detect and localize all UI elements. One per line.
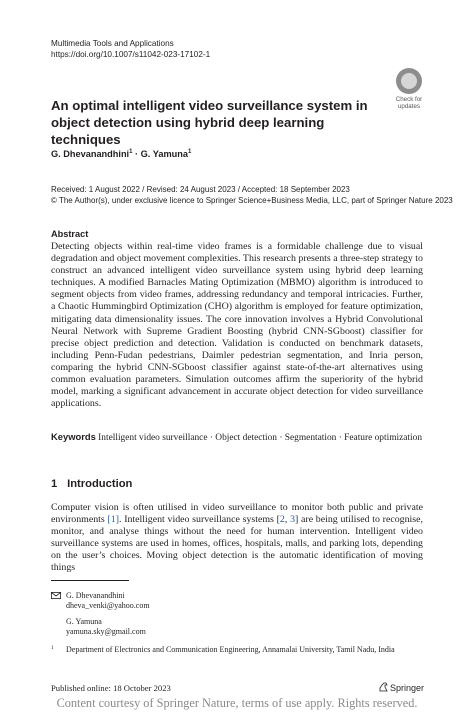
check-for-updates-line2: updates <box>397 103 421 110</box>
citation-separator: , <box>284 514 291 526</box>
journal-name: Multimedia Tools and Applications <box>51 39 174 48</box>
contact-entry <box>51 617 150 637</box>
intro-text: Computer vision is often utilised in video surveillance to monitor both public and private environments <box>51 502 423 526</box>
copyright-line: © The Author(s), under exclusive licence to Springer Science+Business Media, LLC, part of Springer Nature 2023 <box>51 195 453 205</box>
section-heading <box>51 478 132 490</box>
contact-entry <box>51 591 150 611</box>
introduction-paragraph <box>51 502 423 575</box>
section-title: Introduction <box>67 478 133 490</box>
contact-name: G. Yamuna <box>66 617 102 626</box>
author-affiliation-mark: 1 <box>187 149 192 155</box>
doi-link[interactable]: https://doi.org/10.1007/s11042-023-17102-1 <box>51 50 211 59</box>
intro-text: . Intelligent video surveillance systems <box>119 514 277 526</box>
springer-horse-icon <box>379 682 388 692</box>
keywords-label: Keywords <box>51 431 96 442</box>
affiliation-footnote <box>51 645 423 655</box>
affiliation-mark: 1 <box>51 645 54 651</box>
envelope-icon <box>51 592 61 599</box>
citation-link[interactable]: [1] <box>107 514 119 526</box>
publisher-logo[interactable] <box>379 682 424 693</box>
abstract-text: Detecting objects within real-time video frames is a formidable challenge due to visual degradation and object movement complexities. This research presents a three-step strategy to construct an advanced intelligent video surveillance system using hybrid deep learning techniques. A modified Barnacles Mating Optimization (MBMO) algorithm is introduced to segment objects from video frames, addressing redundancy and temporal intricacies. Further, a Chaotic Hummingbird Optimization (CHO) algorithm is employed for feature optimization, mitigating data dimensionality issues. The core innovation involves a Hybrid Convolutional Neural Network with Supreme Gradient Boosting (hybrid CNN-SGboost) classifier for precise object prediction and detection. Validation is conducted on benchmark datasets, including Penn-Fudan pedestrians, Daimler pedestrian segmentation, and Inria person, comparing the hybrid CNN-SGboost classifier against state-of-the-art alternatives using common evaluation parameters. Simulation outcomes affirm the superiority of the hybrid model, marking a significant advancement in accurate object detection for video surveillance applications. <box>51 241 423 410</box>
courtesy-watermark: Content courtesy of Springer Nature, terms of use apply. Rights reserved. <box>56 696 418 710</box>
section-number: 1 <box>51 478 58 490</box>
article-history <box>51 185 453 206</box>
paper-title: An optimal intelligent video surveillance system in object detection using hybrid deep learning techniques <box>51 98 368 147</box>
citation-link[interactable]: 2 <box>279 514 285 526</box>
citation-bracket: [ <box>276 514 280 526</box>
history-dates: Received: 1 August 2022 / Revised: 24 August 2023 / Accepted: 18 September 2023 <box>51 185 350 194</box>
contact-name: G. Dhevanandhini <box>66 591 125 600</box>
citation-bracket: ] <box>295 514 299 526</box>
check-for-updates-line1: Check for <box>395 96 423 103</box>
author-affiliation-mark: 1 <box>129 149 133 155</box>
author-separator: · <box>135 149 139 160</box>
journal-header <box>51 38 210 60</box>
affiliation-text: Department of Electronics and Communication Engineering, Annamalai University, Tamil Nadu, India <box>66 645 395 654</box>
footnote-divider <box>51 580 129 581</box>
check-for-updates-badge[interactable] <box>392 68 426 116</box>
check-for-updates-icon <box>396 68 422 94</box>
author-name[interactable]: G. Yamuna <box>140 149 188 160</box>
citation-link[interactable]: 3 <box>290 514 295 526</box>
author-list <box>51 149 191 159</box>
keywords-text: Intelligent video surveillance · Object detection · Segmentation · Feature optimization <box>98 433 423 443</box>
publisher-name: Springer <box>390 683 425 693</box>
keywords <box>51 431 423 444</box>
published-date: Published online: 18 October 2023 <box>51 683 171 693</box>
contact-email[interactable]: yamuna.sky@gmail.com <box>66 627 146 636</box>
author-name[interactable]: G. Dhevanandhini <box>51 149 130 160</box>
corresponding-contacts <box>51 591 150 637</box>
abstract-heading: Abstract <box>51 229 89 239</box>
intro-text: are being utilised to recognise, monitor, and analyse things without the need for human intervention. Intelligent video surveillance systems are used in homes, offices, hospitals, malls, and parking lots, depending on the user’s choices. Moving object detection is the automatic identification of moving things <box>51 514 423 574</box>
contact-email[interactable]: dheva_venki@yahoo.com <box>66 601 150 610</box>
